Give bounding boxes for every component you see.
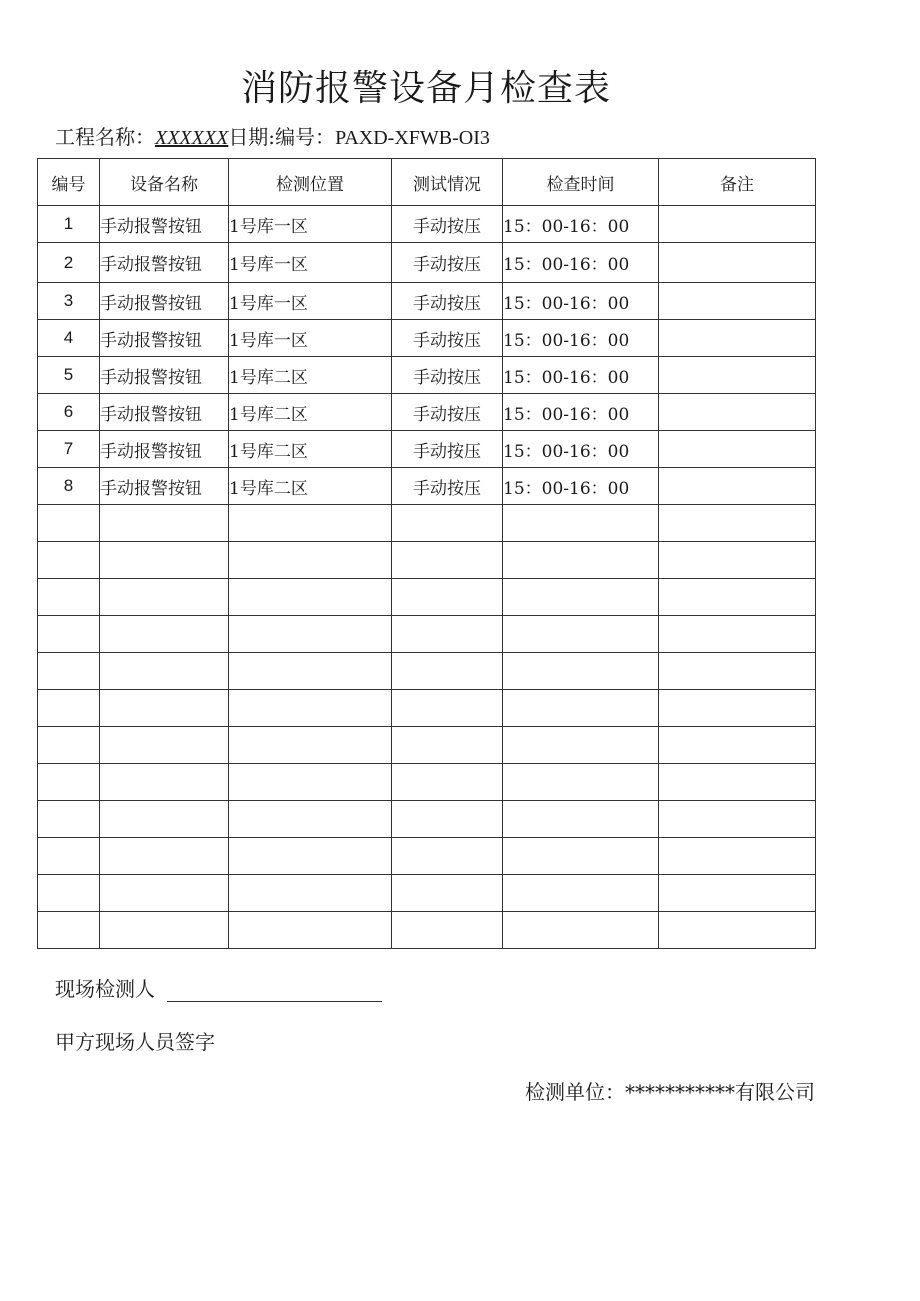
cell-location — [229, 505, 392, 542]
cell-check-time — [503, 653, 659, 690]
cell-location — [229, 542, 392, 579]
cell-location — [229, 616, 392, 653]
cell-device-name — [100, 912, 229, 949]
inspection-table — [37, 158, 816, 949]
table-row — [38, 838, 816, 875]
cell-no — [38, 690, 100, 727]
cell-location: 1号库二区 — [229, 357, 392, 394]
table-row — [38, 243, 816, 283]
cell-device-name — [100, 542, 229, 579]
date-label: 日期: — [228, 125, 276, 149]
cell-test-status — [392, 653, 503, 690]
cell-location — [229, 838, 392, 875]
cell-check-time: 15：00-16：00 — [503, 283, 659, 320]
cell-check-time: 15：00-16：00 — [503, 394, 659, 431]
table-row — [38, 206, 816, 243]
cell-check-time — [503, 579, 659, 616]
cell-remarks — [659, 206, 816, 243]
cell-remarks — [659, 283, 816, 320]
cell-device-name — [100, 616, 229, 653]
cell-no — [38, 616, 100, 653]
cell-location: 1号库一区 — [229, 283, 392, 320]
cell-remarks — [659, 912, 816, 949]
cell-no — [38, 505, 100, 542]
cell-device-name: 手动报警按钮 — [100, 206, 229, 243]
cell-check-time — [503, 801, 659, 838]
table-row — [38, 801, 816, 838]
cell-test-status — [392, 727, 503, 764]
cell-location: 1号库一区 — [229, 243, 392, 283]
cell-check-time — [503, 838, 659, 875]
cell-test-status — [392, 616, 503, 653]
table-row — [38, 394, 816, 431]
cell-device-name — [100, 579, 229, 616]
cell-device-name — [100, 505, 229, 542]
header-remarks: 备注 — [659, 159, 816, 206]
table-row — [38, 320, 816, 357]
cell-test-status — [392, 690, 503, 727]
cell-test-status — [392, 542, 503, 579]
cell-location — [229, 653, 392, 690]
cell-remarks — [659, 542, 816, 579]
cell-test-status: 手动按压 — [392, 394, 503, 431]
project-value: XXXXXX — [155, 127, 229, 149]
header-check-time: 检查时间 — [503, 159, 659, 206]
header-no: 编号 — [38, 159, 100, 206]
inspector-signature — [55, 973, 382, 1002]
inspector-label: 现场检测人 — [55, 977, 155, 1001]
cell-device-name — [100, 764, 229, 801]
table-row — [38, 764, 816, 801]
table-row — [38, 653, 816, 690]
cell-location — [229, 579, 392, 616]
cell-device-name: 手动报警按钮 — [100, 283, 229, 320]
project-label: 工程名称： — [55, 125, 155, 149]
cell-location — [229, 764, 392, 801]
cell-check-time — [503, 764, 659, 801]
cell-device-name: 手动报警按钮 — [100, 468, 229, 505]
cell-remarks — [659, 505, 816, 542]
cell-test-status — [392, 764, 503, 801]
table-row — [38, 579, 816, 616]
cell-test-status: 手动按压 — [392, 468, 503, 505]
cell-remarks — [659, 468, 816, 505]
cell-test-status: 手动按压 — [392, 206, 503, 243]
cell-check-time — [503, 690, 659, 727]
cell-remarks — [659, 579, 816, 616]
code-label: 编号： — [275, 125, 336, 149]
cell-check-time — [503, 875, 659, 912]
cell-location — [229, 875, 392, 912]
cell-test-status: 手动按压 — [392, 320, 503, 357]
table-row — [38, 357, 816, 394]
cell-remarks — [659, 243, 816, 283]
cell-location — [229, 801, 392, 838]
cell-test-status — [392, 801, 503, 838]
cell-location: 1号库一区 — [229, 320, 392, 357]
header-location: 检测位置 — [229, 159, 392, 206]
cell-no: 3 — [38, 283, 100, 320]
cell-device-name: 手动报警按钮 — [100, 394, 229, 431]
table-row — [38, 505, 816, 542]
cell-test-status — [392, 505, 503, 542]
table-row — [38, 542, 816, 579]
cell-remarks — [659, 801, 816, 838]
cell-no — [38, 912, 100, 949]
cell-check-time: 15：00-16：00 — [503, 206, 659, 243]
cell-test-status: 手动按压 — [392, 243, 503, 283]
cell-remarks — [659, 431, 816, 468]
cell-remarks — [659, 875, 816, 912]
cell-no — [38, 542, 100, 579]
table-row — [38, 283, 816, 320]
table-row — [38, 431, 816, 468]
inspection-unit: 检测单位：***********有限公司 — [525, 1080, 815, 1104]
cell-remarks — [659, 653, 816, 690]
cell-no: 7 — [38, 431, 100, 468]
code-value: PAXD-XFWB-OI3 — [335, 127, 490, 149]
cell-device-name: 手动报警按钮 — [100, 320, 229, 357]
cell-device-name — [100, 653, 229, 690]
cell-remarks — [659, 727, 816, 764]
cell-device-name: 手动报警按钮 — [100, 243, 229, 283]
cell-check-time: 15：00-16：00 — [503, 357, 659, 394]
cell-location: 1号库二区 — [229, 468, 392, 505]
table-body — [38, 206, 816, 949]
signature-line — [167, 983, 382, 1002]
cell-no: 8 — [38, 468, 100, 505]
cell-test-status — [392, 838, 503, 875]
cell-no: 6 — [38, 394, 100, 431]
cell-no: 2 — [38, 243, 100, 283]
cell-location — [229, 912, 392, 949]
cell-location: 1号库二区 — [229, 394, 392, 431]
cell-remarks — [659, 320, 816, 357]
cell-remarks — [659, 690, 816, 727]
cell-test-status — [392, 912, 503, 949]
cell-check-time — [503, 505, 659, 542]
cell-device-name — [100, 801, 229, 838]
cell-remarks — [659, 357, 816, 394]
cell-check-time: 15：00-16：00 — [503, 468, 659, 505]
cell-check-time: 15：00-16：00 — [503, 320, 659, 357]
cell-device-name: 手动报警按钮 — [100, 357, 229, 394]
cell-no: 1 — [38, 206, 100, 243]
cell-no — [38, 653, 100, 690]
cell-location — [229, 690, 392, 727]
cell-no — [38, 579, 100, 616]
cell-check-time: 15：00-16：00 — [503, 243, 659, 283]
cell-device-name — [100, 690, 229, 727]
cell-device-name — [100, 727, 229, 764]
cell-device-name — [100, 875, 229, 912]
cell-check-time — [503, 912, 659, 949]
cell-check-time — [503, 616, 659, 653]
cell-test-status: 手动按压 — [392, 357, 503, 394]
cell-no — [38, 801, 100, 838]
header-device-name: 设备名称 — [100, 159, 229, 206]
cell-remarks — [659, 764, 816, 801]
table-row — [38, 727, 816, 764]
party-a-signature-label: 甲方现场人员签字 — [55, 1030, 215, 1054]
table-row — [38, 912, 816, 949]
table-header-row — [38, 159, 816, 206]
cell-no — [38, 764, 100, 801]
table-row — [38, 690, 816, 727]
table-row — [38, 875, 816, 912]
page-title: 消防报警设备月检查表 — [240, 68, 611, 109]
cell-remarks — [659, 394, 816, 431]
table-row — [38, 616, 816, 653]
document-meta — [55, 121, 490, 150]
cell-test-status: 手动按压 — [392, 431, 503, 468]
header-test-status: 测试情况 — [392, 159, 503, 206]
cell-remarks — [659, 838, 816, 875]
cell-location: 1号库一区 — [229, 206, 392, 243]
cell-device-name — [100, 838, 229, 875]
table-row — [38, 468, 816, 505]
cell-check-time — [503, 727, 659, 764]
cell-no: 5 — [38, 357, 100, 394]
cell-test-status — [392, 579, 503, 616]
cell-device-name: 手动报警按钮 — [100, 431, 229, 468]
cell-check-time: 15：00-16：00 — [503, 431, 659, 468]
cell-test-status: 手动按压 — [392, 283, 503, 320]
cell-no: 4 — [38, 320, 100, 357]
cell-location: 1号库二区 — [229, 431, 392, 468]
cell-check-time — [503, 542, 659, 579]
cell-no — [38, 838, 100, 875]
cell-no — [38, 875, 100, 912]
cell-no — [38, 727, 100, 764]
cell-test-status — [392, 875, 503, 912]
cell-location — [229, 727, 392, 764]
cell-remarks — [659, 616, 816, 653]
